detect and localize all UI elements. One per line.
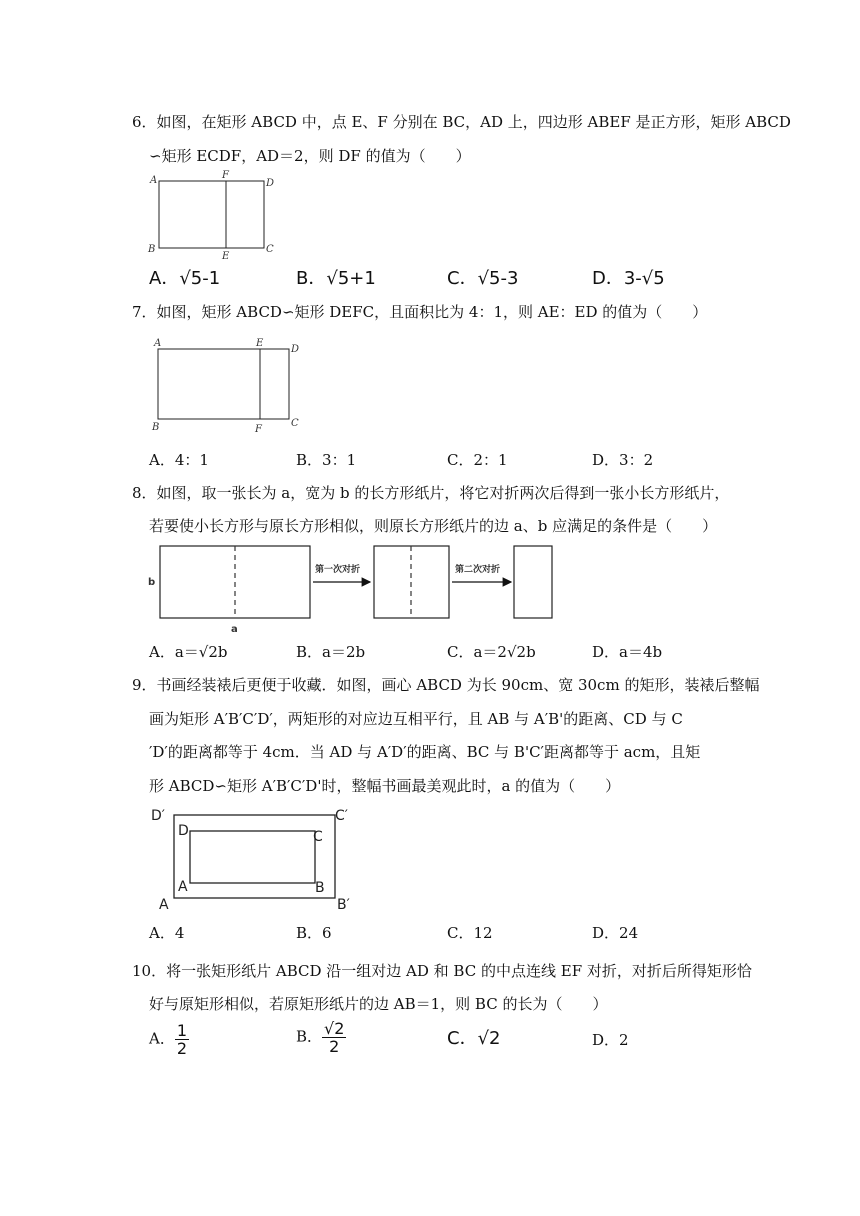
q9-label-bprime: B′ [337, 897, 350, 913]
q6-label-f: F [222, 170, 229, 181]
q7-stem-line1: 7．如图，矩形 ABCD∽矩形 DEFC，且面积比为 4：1，则 AE：ED 的值为（ ） [132, 303, 708, 321]
q6-label-d: D [266, 178, 275, 189]
q10-stem-line1: 10．将一张矩形纸片 ABCD 沿一组对边 AD 和 BC 的中点连线 EF 对折，对折后所得矩形恰 [132, 962, 752, 980]
q6-stem-line1: 6．如图，在矩形 ABCD 中，点 E、F 分别在 BC，AD 上，四边形 ABEF 是正方形，矩形 ABCD [132, 113, 791, 131]
q8-figure [145, 540, 565, 640]
q7-rect-abcd [158, 349, 289, 419]
q9-label-cprime: C′ [335, 808, 348, 824]
q9-outer-rect [174, 815, 335, 898]
q9-label-a: A [178, 879, 188, 895]
q10-option-b-prefix: B． [296, 1027, 323, 1046]
q8-option-a[interactable]: A．a＝√2b [149, 643, 228, 661]
q9-label-dprime: D′ [151, 808, 165, 824]
q9-stem-line4: 形 ABCD∽矩形 A′B′C′D'时，整幅书画最美观此时，a 的值为（ ） [149, 777, 621, 795]
q6-label-b: B [148, 244, 156, 255]
q10-option-a-denominator: 2 [176, 1039, 188, 1058]
q8-label-b: b [148, 577, 156, 588]
q10-option-b[interactable] [296, 1020, 346, 1055]
q9-label-c: C [313, 829, 323, 845]
q8-label-a: a [231, 624, 238, 635]
q6-rect-abcd [159, 181, 264, 248]
q6-option-d[interactable]: D．3-√5 [592, 268, 665, 289]
q7-label-a: A [154, 338, 162, 349]
q9-option-a[interactable]: A．4 [149, 924, 185, 942]
q10-option-b-denominator: 2 [329, 1037, 340, 1056]
q7-option-c[interactable]: C．2：1 [447, 451, 508, 469]
q8-option-d[interactable]: D．a＝4b [592, 643, 663, 661]
q9-stem-line2: 画为矩形 A′B′C′D′，两矩形的对应边互相平行，且 AB 与 A′B'的距离、CD 与 C [149, 710, 683, 728]
q10-option-b-numerator: √2 [324, 1019, 345, 1038]
q7-label-f: F [255, 424, 262, 435]
q7-option-d[interactable]: D．3：2 [592, 451, 654, 469]
q10-stem-line2: 好与原矩形相似，若原矩形纸片的边 AB＝1，则 BC 的长为（ ） [149, 995, 608, 1013]
q7-label-d: D [291, 344, 300, 355]
q7-label-b: B [152, 422, 160, 433]
q10-option-a-numerator: 1 [176, 1021, 188, 1040]
q10-option-a[interactable] [149, 1022, 189, 1057]
q8-option-b[interactable]: B．a＝2b [296, 643, 366, 661]
q7-option-b[interactable]: B．3：1 [296, 451, 357, 469]
q8-fold2-label: 第二次对折 [455, 565, 501, 575]
q6-option-b[interactable]: B．√5+1 [296, 268, 376, 289]
q8-fold1-label: 第一次对折 [315, 565, 361, 575]
q9-option-b[interactable]: B．6 [296, 924, 332, 942]
q9-label-d: D [178, 823, 189, 839]
q10-option-c[interactable]: C．√2 [447, 1028, 501, 1049]
q6-option-c[interactable]: C．√5-3 [447, 268, 519, 289]
q9-label-aprime: A [159, 897, 169, 913]
q9-inner-rect [190, 831, 315, 883]
q8-stem-line1: 8．如图，取一张长为 a，宽为 b 的长方形纸片，将它对折两次后得到一张小长方形纸片， [132, 484, 730, 502]
q6-option-a[interactable]: A．√5-1 [149, 268, 221, 289]
q7-option-a[interactable]: A．4：1 [149, 451, 209, 469]
q6-label-c: C [266, 244, 274, 255]
q6-stem-line2: ∽矩形 ECDF，AD＝2，则 DF 的值为（ ） [149, 147, 471, 165]
q10-option-a-fraction [175, 1022, 189, 1057]
q10-option-d[interactable]: D．2 [592, 1031, 629, 1049]
q8-stem-line2: 若要使小长方形与原长方形相似，则原长方形纸片的边 a、b 应满足的条件是（ ） [149, 517, 718, 535]
q7-label-c: C [291, 418, 299, 429]
q9-option-c[interactable]: C．12 [447, 924, 493, 942]
q9-stem-line1: 9．书画经装裱后更便于收藏．如图，画心 ABCD 为长 90cm、宽 30cm 的矩形，装裱后整幅 [132, 676, 760, 694]
q9-stem-line3: ′D′的距离都等于 4cm．当 AD 与 A′D′的距离、BC 与 B'C′距离都等于 acm，且矩 [149, 743, 701, 761]
q8-option-c[interactable]: C．a＝2√2b [447, 643, 536, 661]
q10-option-a-prefix: A． [149, 1029, 175, 1048]
q9-option-d[interactable]: D．24 [592, 924, 639, 942]
q6-label-a: A [150, 175, 158, 186]
q9-figure [145, 803, 365, 913]
q6-label-e: E [222, 251, 230, 262]
q6-figure [145, 168, 280, 263]
q9-label-b: B [315, 880, 325, 896]
q10-option-b-fraction [322, 1020, 346, 1055]
q7-figure [145, 334, 305, 434]
q8-folded-rect-2 [514, 546, 552, 618]
q7-label-e: E [256, 338, 264, 349]
